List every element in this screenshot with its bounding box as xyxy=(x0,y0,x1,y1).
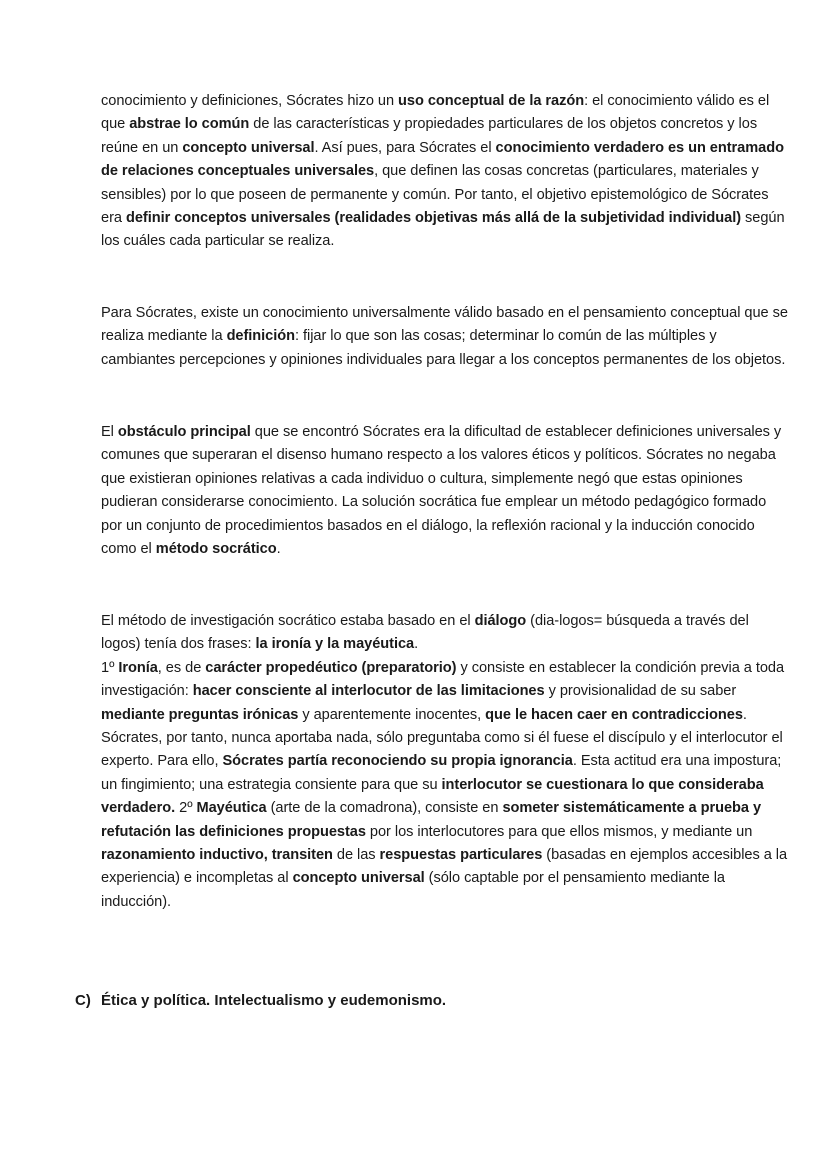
text-run: (basadas en ejemplos accesibles a la experiencia) e incompletas al xyxy=(101,847,788,887)
text-run: 2º xyxy=(175,800,197,817)
bold-text: obstáculo principal xyxy=(117,424,251,440)
bold-text: razonamiento inductivo, transiten xyxy=(101,847,333,864)
bold-text: conocimiento verdadero es un entramado de relaciones conceptuales universales xyxy=(101,139,784,180)
bold-text: método socrático xyxy=(155,541,277,558)
bold-text: someter sistemáticamente a prueba y refutación las definiciones propuestas xyxy=(101,800,762,840)
text-run: (sólo captable por el pensamiento mediante la inducción). xyxy=(101,870,725,910)
text-run: por los interlocutores para que ellos mismos, y mediante un xyxy=(365,823,753,840)
bold-text: definición xyxy=(226,328,295,345)
text-run: , es de xyxy=(157,659,206,676)
bold-text: diálogo xyxy=(474,613,527,629)
text-run: y provisionalidad de su saber xyxy=(544,683,737,700)
text-run: : fijar lo que son las cosas; determinar lo común de las múltiples y cambiantes percepciones y opiniones individuales para llegar a los conceptos permanentes de los objetos. xyxy=(101,328,786,368)
bold-text: concepto universal xyxy=(292,870,425,887)
paragraph-metodo xyxy=(101,610,791,914)
text-run: que se encontró Sócrates era la dificultad de establecer definiciones universales y comunes que superaran el disenso humano respecto a los valores éticos y políticos. Sócrates no negaba que existieran opiniones relativas a cada individuo o cultura, simplemente negó que estas opiniones pudieran considerarse conocimiento. La solución socrática fue emplear un método pedagógico formado por un conjunto de procedimientos basados en el diálogo, la reflexión racional y la inducción conocido como el xyxy=(101,424,782,558)
text-run: . xyxy=(414,636,419,653)
bold-text: la ironía y la mayéutica xyxy=(255,636,415,653)
bold-text: hacer consciente al interlocutor de las limitaciones xyxy=(192,683,545,700)
paragraph-concepto-universal xyxy=(101,90,791,254)
text-run: . xyxy=(276,541,281,558)
section-heading xyxy=(75,990,446,1012)
bold-text: respuestas particulares xyxy=(379,847,543,864)
text-run: . Así pues, para Sócrates el xyxy=(314,139,496,156)
paragraph-definicion xyxy=(101,302,791,372)
text-run: . Esta actitud era una impostura; un fingimiento; una estrategia consiente para que su xyxy=(101,753,782,793)
text-run: El método de investigación socrático estaba basado en el xyxy=(101,613,475,629)
text-run: según los cuáles cada particular se realiza. xyxy=(101,210,785,250)
bold-text: uso conceptual de la razón xyxy=(398,93,585,109)
bold-text: concepto universal xyxy=(182,139,315,156)
bold-text: que le hacen caer en contradicciones xyxy=(485,706,743,723)
text-run: , que definen las cosas concretas (particulares, materiales y sensibles) por lo que poseen de permanente y común. Por tanto, el objetivo epistemológico de Sócrates era xyxy=(101,163,769,227)
section-title: Ética y política. Intelectualismo y eudemonismo. xyxy=(101,992,447,1009)
text-run: El xyxy=(101,424,118,440)
paragraph-obstaculo xyxy=(101,421,791,561)
bold-text: abstrae lo común xyxy=(129,116,250,133)
text-run: 1º xyxy=(101,659,119,676)
text-run: . Sócrates, por tanto, nunca aportaba nada, sólo preguntaba como si él fuese el discípulo y el interlocutor el experto. Para ello, xyxy=(101,706,783,770)
text-run: Para Sócrates, existe un conocimiento universalmente válido basado en el pensamiento conceptual que se realiza mediante la xyxy=(101,305,788,345)
bold-text: Mayéutica xyxy=(196,800,267,817)
bold-text: Sócrates partía reconociendo su propia ignorancia xyxy=(222,753,573,770)
text-run: (dia-logos= búsqueda a través del logos) tenía dos frases: xyxy=(101,613,749,653)
text-run: y aparentemente inocentes, xyxy=(298,706,486,723)
text-run: de las xyxy=(332,847,380,864)
bold-text: carácter propedéutico (preparatorio) xyxy=(205,659,457,676)
bold-text: Ironía xyxy=(118,659,158,676)
text-run: de las características y propiedades particulares de los objetos concretos y los reúne en un xyxy=(101,116,758,156)
bold-text: definir conceptos universales (realidades objetivas más allá de la subjetividad individual) xyxy=(125,210,742,227)
bold-text: interlocutor se cuestionara lo que consideraba verdadero. xyxy=(101,776,764,817)
section-letter: C) xyxy=(75,992,91,1009)
text-run: y consiste en establecer la condición previa a toda investigación: xyxy=(101,659,785,700)
text-run: conocimiento y definiciones, Sócrates hizo un xyxy=(101,93,399,109)
text-run: : el conocimiento válido es el que xyxy=(101,93,770,133)
text-run: (arte de la comadrona), consiste en xyxy=(266,800,503,817)
bold-text: mediante preguntas irónicas xyxy=(101,706,299,723)
